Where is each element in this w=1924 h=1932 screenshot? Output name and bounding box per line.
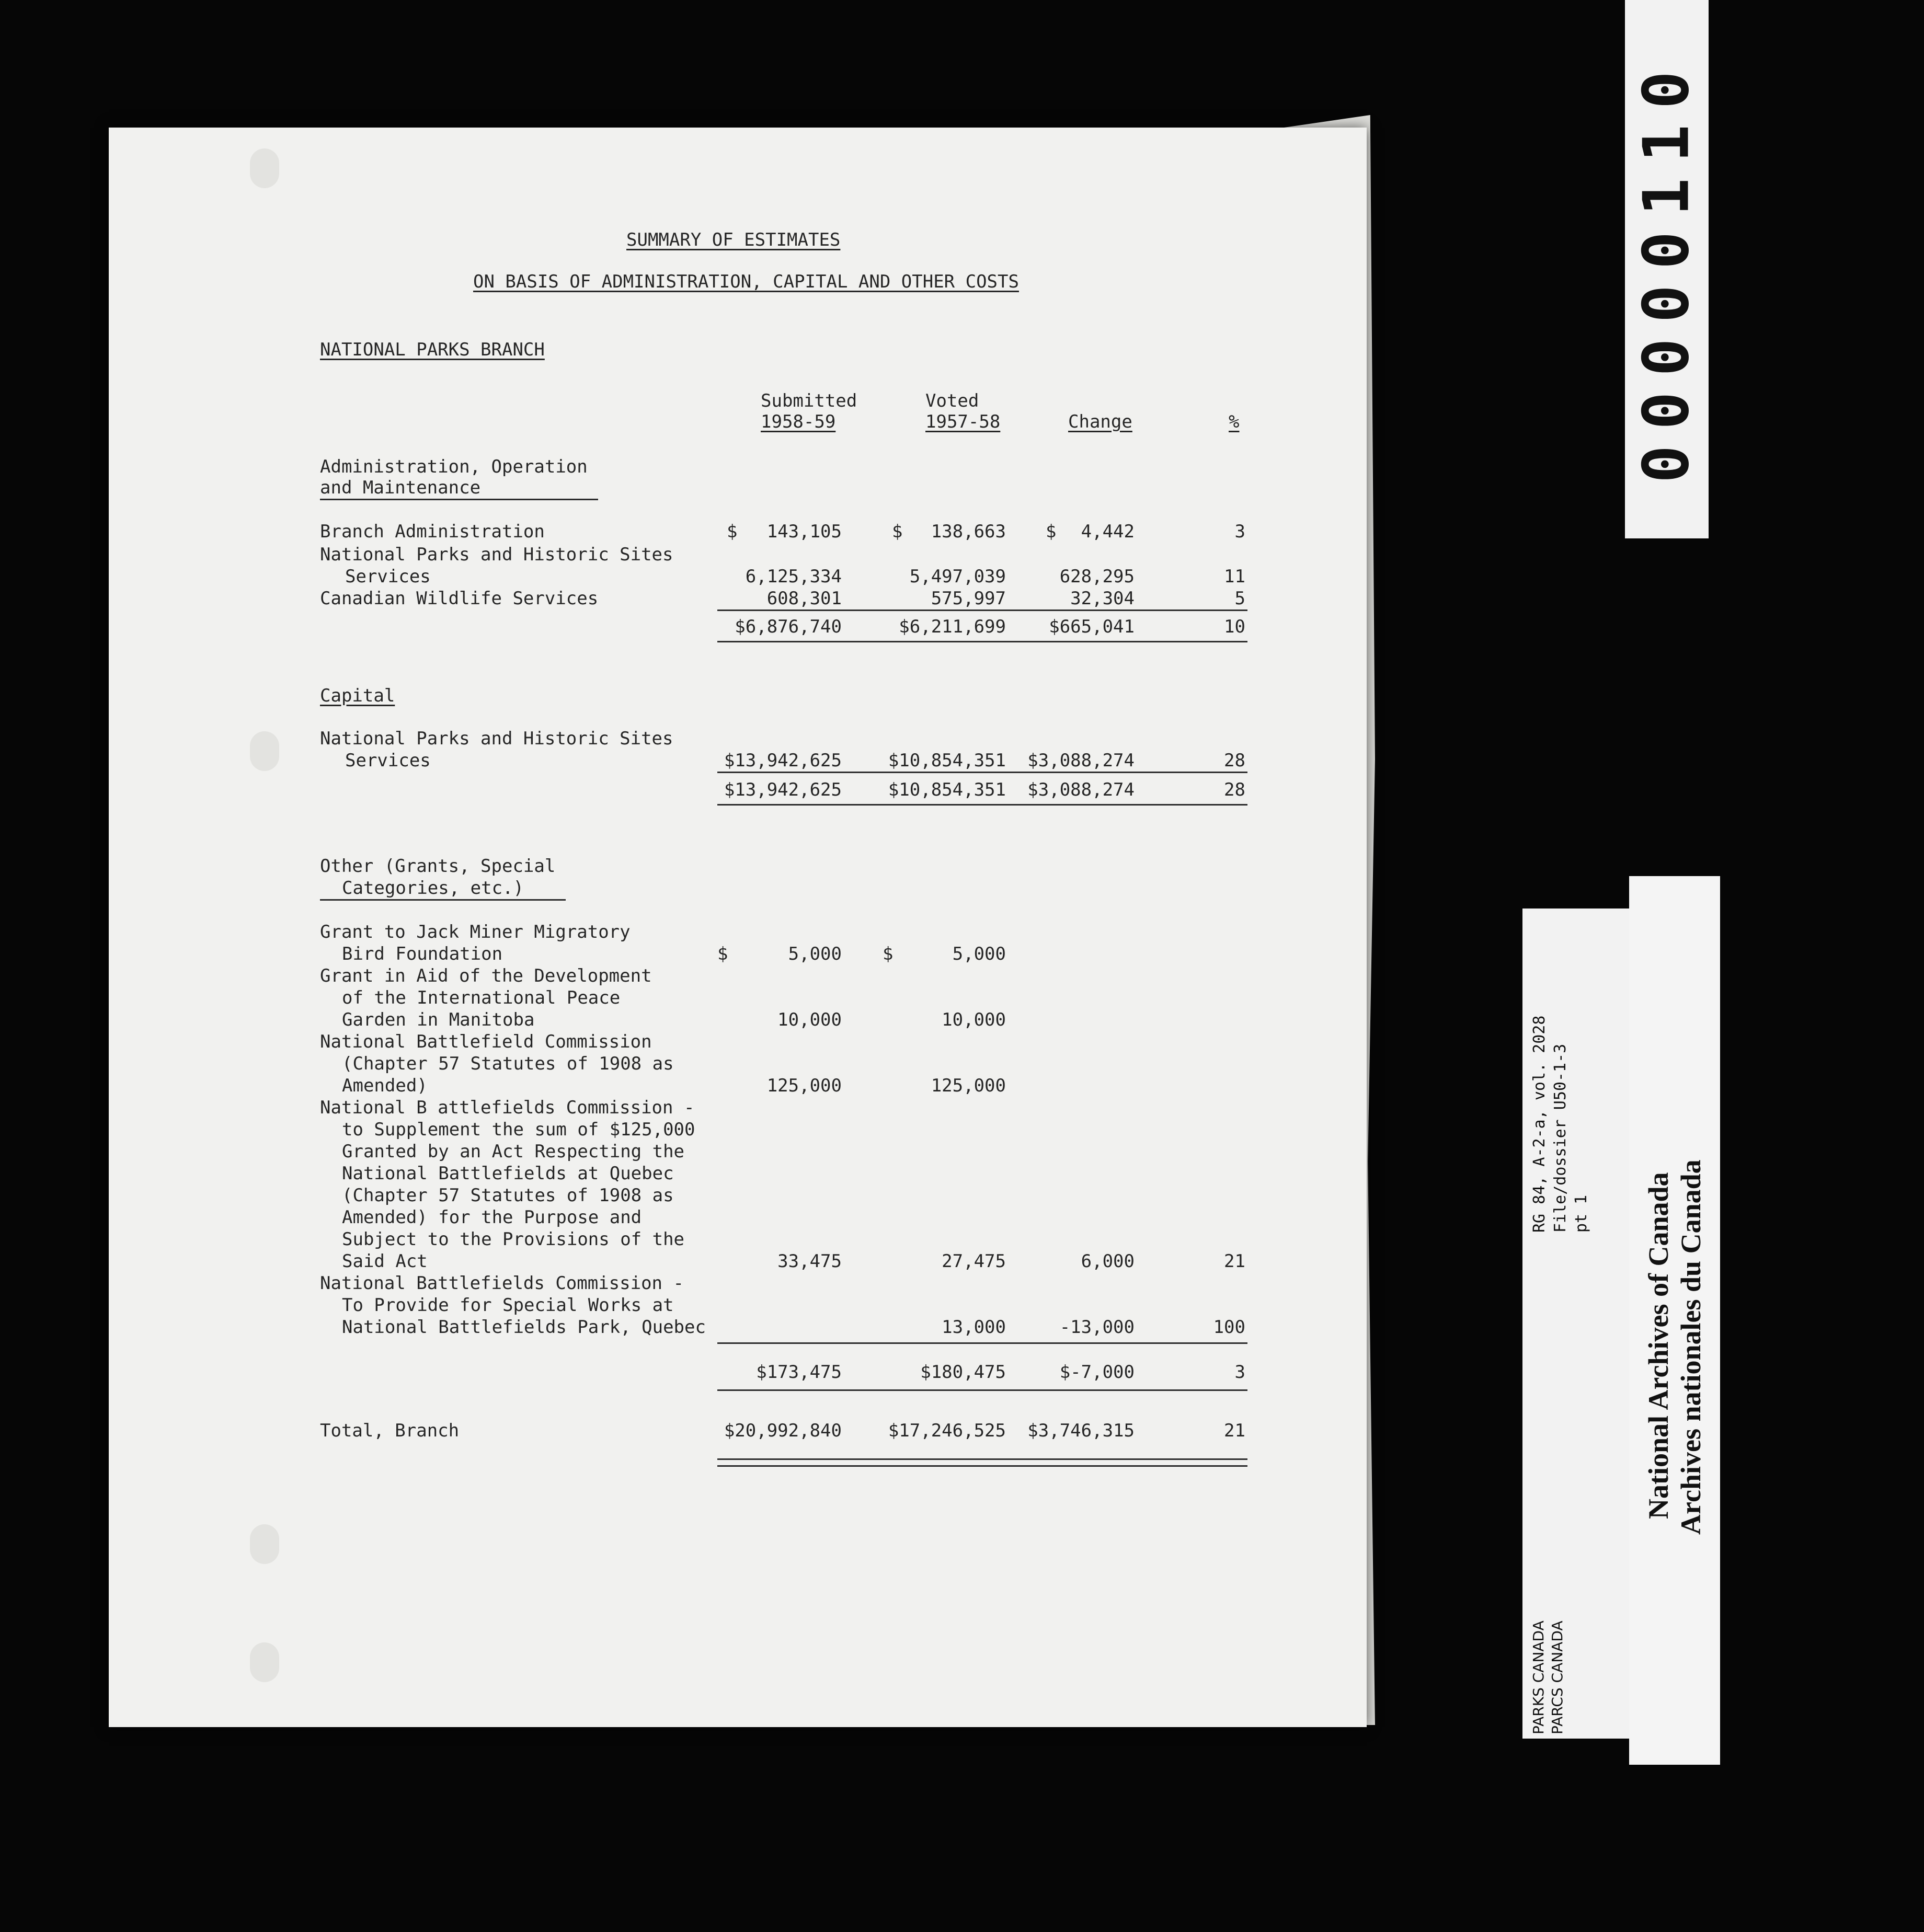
row-label: (Chapter 57 Statutes of 1908 as: [342, 1185, 674, 1206]
cell-voted: 27,475: [942, 1251, 1006, 1272]
row-label: to Supplement the sum of $125,000: [342, 1119, 695, 1140]
total-pct: 3: [1234, 1362, 1245, 1383]
branch-total-label: Total, Branch: [320, 1420, 460, 1441]
file-dossier: File/dossier U50-1-3: [1551, 1043, 1570, 1233]
cell-pct: 11: [1224, 566, 1245, 587]
row-label: Subject to the Provisions of the: [342, 1229, 685, 1250]
total-rule: [717, 804, 1247, 806]
cell-pct: 100: [1213, 1317, 1245, 1338]
archives-name-en: National Archives of Canada: [1643, 1172, 1674, 1519]
cell-voted: 10,000: [942, 1009, 1006, 1030]
total-change: $665,041: [1049, 616, 1135, 637]
cell-submitted: 608,301: [766, 588, 842, 609]
cell-submitted: 10,000: [777, 1009, 842, 1030]
heading-underline: [320, 899, 566, 901]
cell-voted: 13,000: [942, 1317, 1006, 1338]
cell-change: 6,000: [1081, 1251, 1135, 1272]
archives-name-fr: Archives nationales du Canada: [1675, 1159, 1707, 1535]
row-label: National Parks and Historic Sites: [320, 728, 673, 749]
row-label: National B attlefields Commission -: [320, 1097, 695, 1118]
branch-total-change: $3,746,315: [1027, 1420, 1135, 1441]
parks-canada: PARKS CANADA: [1530, 1620, 1547, 1734]
cell-submitted: 143,105: [766, 521, 842, 542]
row-label: Garden in Manitoba: [342, 1009, 535, 1030]
col-voted-label: Voted: [925, 390, 979, 411]
total-submitted: $173,475: [756, 1362, 842, 1383]
cell-submitted: 125,000: [766, 1075, 842, 1096]
row-label: Branch Administration: [320, 521, 545, 542]
row-label: Said Act: [342, 1251, 428, 1272]
total-submitted: $6,876,740: [735, 616, 842, 637]
total-pct: 28: [1224, 779, 1245, 800]
total-rule: [717, 1389, 1247, 1391]
cell-pct: 28: [1224, 750, 1245, 771]
other-heading: Other (Grants, Special: [320, 856, 556, 877]
cell-change: 4,442: [1081, 521, 1135, 542]
row-label: Canadian Wildlife Services: [320, 588, 599, 609]
row-label: National Battlefields Commission -: [320, 1273, 684, 1294]
total-voted: $6,211,699: [899, 616, 1006, 637]
branch-total-pct: 21: [1224, 1420, 1245, 1441]
col-voted-year: 1957-58: [925, 411, 1001, 432]
col-submitted-label: Submitted: [761, 390, 857, 411]
row-label: Grant in Aid of the Development: [320, 965, 652, 986]
row-label: National Parks and Historic Sites: [320, 544, 673, 565]
other-heading: Categories, etc.): [342, 878, 524, 899]
heading-underline: [320, 499, 598, 500]
total-rule: [717, 641, 1247, 642]
branch-heading: NATIONAL PARKS BRANCH: [320, 339, 545, 360]
frame-number: 00000110: [1630, 55, 1703, 483]
dollar-sign: $: [1046, 521, 1057, 542]
total-pct: 10: [1224, 616, 1245, 637]
archives-label: [1629, 876, 1720, 1765]
cell-voted: 5,497,039: [909, 566, 1006, 587]
cell-change: 32,304: [1070, 588, 1135, 609]
cell-change: $3,088,274: [1027, 750, 1135, 771]
branch-total-voted: $17,246,525: [888, 1420, 1006, 1441]
cell-change: 628,295: [1059, 566, 1135, 587]
col-change-label: Change: [1068, 411, 1132, 432]
cell-change: -13,000: [1059, 1317, 1135, 1338]
col-pct-label: %: [1229, 411, 1240, 432]
subtotal-rule: [717, 772, 1247, 773]
frame-number-stamp: [1625, 0, 1709, 538]
row-label: of the International Peace: [342, 987, 621, 1008]
reference-label: [1522, 908, 1634, 1739]
row-label: National Battlefields at Quebec: [342, 1163, 674, 1184]
row-label: Bird Foundation: [342, 944, 503, 964]
row-label: National Battlefield Commission: [320, 1031, 652, 1052]
cell-voted: 5,000: [952, 944, 1006, 964]
total-voted: $180,475: [920, 1362, 1006, 1383]
row-label: (Chapter 57 Statutes of 1908 as: [342, 1053, 674, 1074]
col-submitted-year: 1958-59: [761, 411, 836, 432]
dollar-sign: $: [727, 521, 738, 542]
row-label: Services: [345, 566, 431, 587]
cell-submitted: 6,125,334: [745, 566, 842, 587]
part-number: pt 1: [1572, 1194, 1590, 1233]
dollar-sign: $: [717, 944, 728, 964]
total-submitted: $13,942,625: [724, 779, 842, 800]
dollar-sign: $: [883, 944, 894, 964]
dollar-sign: $: [892, 521, 903, 542]
cell-pct: 3: [1234, 521, 1245, 542]
row-label: Grant to Jack Miner Migratory: [320, 922, 631, 942]
row-label: Amended): [342, 1075, 428, 1096]
cell-voted: $10,854,351: [888, 750, 1006, 771]
document-title: SUMMARY OF ESTIMATES: [626, 229, 841, 250]
cell-submitted: 33,475: [777, 1251, 842, 1272]
row-label: To Provide for Special Works at: [342, 1295, 674, 1316]
row-label: Services: [345, 750, 431, 771]
total-change: $-7,000: [1059, 1362, 1135, 1383]
row-label: Granted by an Act Respecting the: [342, 1141, 685, 1162]
total-voted: $10,854,351: [888, 779, 1006, 800]
cell-pct: 5: [1234, 588, 1245, 609]
admin-heading: and Maintenance: [320, 477, 481, 498]
subtotal-rule: [717, 610, 1247, 611]
double-rule: [717, 1458, 1247, 1467]
total-change: $3,088,274: [1027, 779, 1135, 800]
row-label: Amended) for the Purpose and: [342, 1207, 642, 1228]
cell-voted: 138,663: [931, 521, 1006, 542]
cell-submitted: 5,000: [788, 944, 842, 964]
cell-voted: 575,997: [931, 588, 1006, 609]
parcs-canada: PARCS CANADA: [1549, 1620, 1566, 1734]
capital-heading: Capital: [320, 685, 395, 706]
cell-submitted: $13,942,625: [724, 750, 842, 771]
document-subtitle: ON BASIS OF ADMINISTRATION, CAPITAL AND OTHER COSTS: [473, 271, 1019, 292]
rg-reference: RG 84, A-2-a, vol. 2028: [1530, 1015, 1549, 1233]
branch-total-submitted: $20,992,840: [724, 1420, 842, 1441]
cell-pct: 21: [1224, 1251, 1245, 1272]
admin-heading: Administration, Operation: [320, 456, 588, 477]
row-label: National Battlefields Park, Quebec: [342, 1317, 706, 1338]
cell-voted: 125,000: [931, 1075, 1006, 1096]
subtotal-rule: [717, 1342, 1247, 1344]
